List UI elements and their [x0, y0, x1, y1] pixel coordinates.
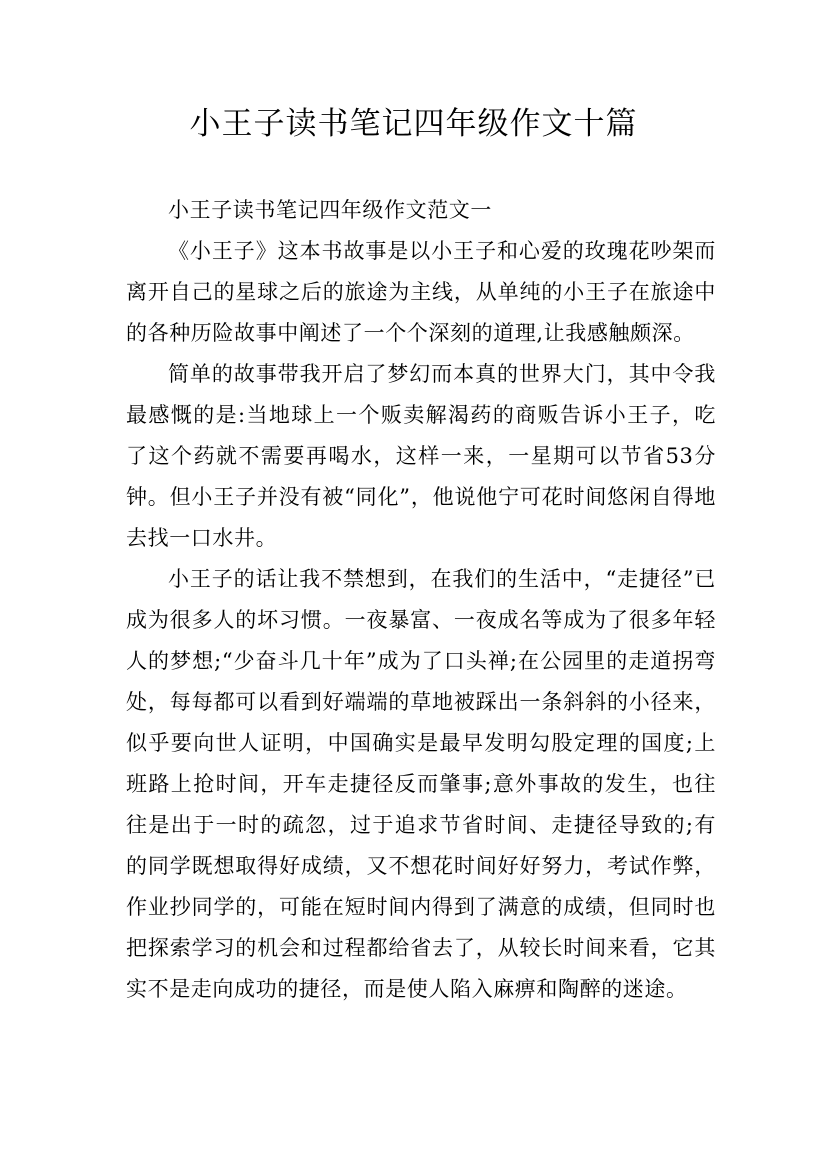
paragraph-1: 《小王子》这本书故事是以小王子和心爱的玫瑰花吵架而离开自己的星球之后的旅途为主线，从单纯的小王子在旅途中的各种历险故事中阐述了一个个深刻的道理,让我感触颇深。: [126, 239, 716, 345]
document-title: 小王子读书笔记四年级作文十篇: [189, 106, 638, 142]
paragraph-3: 小王子的话让我不禁想到，在我们的生活中，“走捷径”已成为很多人的坏习惯。一夜暴富、一夜成名等成为了很多年轻人的梦想;“少奋斗几十年”成为了口头禅;在公园里的走道拐弯处，每每都可以看到好端端的草地被踩出一条斜斜的小径来，似乎要向世人证明，中国确实是最早发明勾股定理的国度;上班路上抢时间，开车走捷径反而肇事;意外事故的发生，也往往是出于一时的疏忽，过于追求节省时间、走捷径导致的;有的同学既想取得好成绩，又不想花时间好好努力，考试作弊，作业抄同学的，可能在短时间内得到了满意的成绩，但同时也把探索学习的机会和过程都给省去了，从较长时间来看，它其实不是走向成功的捷径，而是使人陷入麻痹和陶醉的迷途。: [126, 567, 716, 1001]
paragraph-2: 简单的故事带我开启了梦幻而本真的世界大门，其中令我最感慨的是:当地球上一个贩卖解渴药的商贩告诉小王子，吃了这个药就不需要再喝水，这样一来，一星期可以节省53分钟。但小王子并没有被“同化”，他说他宁可花时间悠闲自得地去找一口水井。: [126, 362, 716, 550]
document-body: [126, 190, 716, 1010]
section-heading: 小王子读书笔记四年级作文范文一: [168, 198, 492, 222]
